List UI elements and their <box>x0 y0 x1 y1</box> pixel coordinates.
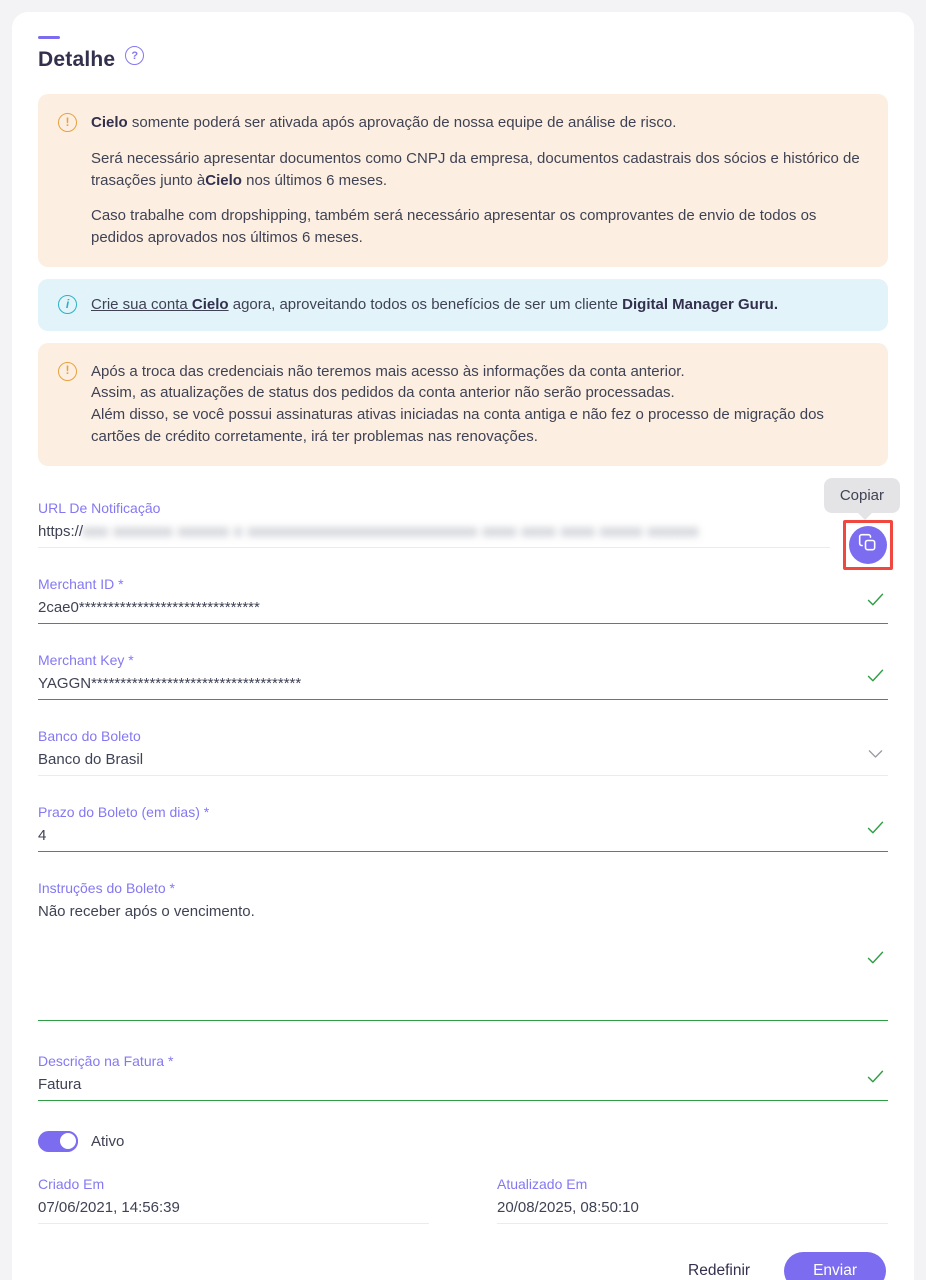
warning-icon: ! <box>58 362 77 381</box>
merchant-id-field <box>38 576 888 624</box>
credentials-line-1: Após a troca das credenciais não teremos mais acesso às informações da conta anterior. <box>91 362 685 380</box>
updated-at-field <box>497 1176 888 1224</box>
toggle-knob <box>58 1131 78 1151</box>
account-info-text <box>91 294 778 316</box>
valid-check-icon <box>865 947 886 973</box>
page-title: Detalhe <box>38 48 116 71</box>
merchant-key-input[interactable]: YAGGN************************************ <box>38 675 888 700</box>
invoice-description-field <box>38 1053 888 1101</box>
title-accent-dash <box>38 36 60 39</box>
risk-warning-alert <box>38 94 888 267</box>
copy-button[interactable] <box>849 526 887 564</box>
merchant-id-label: Merchant ID * <box>38 575 124 592</box>
form-actions <box>38 1252 888 1280</box>
create-account-link[interactable]: Crie sua conta Cielo <box>91 295 229 313</box>
boleto-bank-label: Banco do Boleto <box>38 727 141 744</box>
risk-paragraph-3: Caso trabalhe com dropshipping, também será necessário apresentar os comprovantes de envio de todos os pedidos aprovados nos últimos 6 meses. <box>91 207 817 246</box>
merchant-id-input[interactable]: 2cae0******************************* <box>38 599 888 624</box>
copy-assembly <box>839 486 893 570</box>
active-toggle[interactable] <box>38 1131 78 1152</box>
boleto-bank-field <box>38 728 888 776</box>
credentials-warning-text <box>91 361 866 448</box>
notification-url-redacted: xxx xxxxxxx xxxxxx x xxxxxxxxxxxxxxxxxxxxxxxxxxx xxxx xxxx xxxx xxxxx xxxxxx <box>83 522 700 540</box>
merchant-key-label: Merchant Key * <box>38 651 134 668</box>
help-icon[interactable]: ? <box>125 46 144 65</box>
dates-section <box>38 1176 888 1224</box>
merchant-key-field <box>38 652 888 700</box>
active-toggle-label: Ativo <box>91 1132 125 1150</box>
boleto-days-input[interactable]: 4 <box>38 827 888 852</box>
valid-check-icon <box>865 817 886 843</box>
created-at-value: 07/06/2021, 14:56:39 <box>38 1199 429 1224</box>
risk-paragraph-1: Cielo somente poderá ser ativada após aprovação de nossa equipe de análise de risco. <box>91 114 677 131</box>
boleto-days-field <box>38 804 888 852</box>
info-icon: i <box>58 295 77 314</box>
account-info-alert <box>38 279 888 331</box>
boleto-instructions-field <box>38 880 888 1021</box>
valid-check-icon <box>865 589 886 615</box>
warning-icon: ! <box>58 113 77 132</box>
boleto-instructions-label: Instruções do Boleto * <box>38 879 175 896</box>
notification-url-field <box>38 486 888 548</box>
submit-button[interactable]: Enviar <box>784 1252 886 1280</box>
credentials-warning-alert <box>38 343 888 466</box>
invoice-description-input[interactable]: Fatura <box>38 1076 888 1101</box>
boleto-instructions-textarea[interactable]: Não receber após o vencimento. <box>38 903 888 1021</box>
notification-url-input[interactable]: https://xxx xxxxxxx xxxxxx x xxxxxxxxxxxxxxxxxxxxxxxxxxx xxxx xxxx xxxx xxxxx xxxxxx <box>38 523 830 548</box>
account-info-paragraph: Crie sua conta Cielo agora, aproveitando todos os benefícios de ser um cliente Digital Manager Guru. <box>91 295 779 313</box>
active-toggle-row <box>38 1131 888 1152</box>
valid-check-icon <box>865 1066 886 1092</box>
chevron-down-icon <box>865 743 886 769</box>
boleto-bank-select[interactable]: Banco do Brasil <box>38 751 888 776</box>
invoice-description-label: Descrição na Fatura * <box>38 1052 174 1069</box>
updated-at-value: 20/08/2025, 08:50:10 <box>497 1199 888 1224</box>
detail-card <box>12 12 914 1280</box>
reset-button[interactable]: Redefinir <box>688 1261 751 1279</box>
risk-warning-text <box>91 112 866 249</box>
credentials-line-3: Além disso, se você possui assinaturas ativas iniciadas na conta antiga e não fez o processo de migração dos cartões de crédito corretamente, irá ter problemas nas renovações. <box>91 406 824 445</box>
copy-icon <box>858 533 878 556</box>
created-at-label: Criado Em <box>38 1175 105 1192</box>
risk-paragraph-2: Será necessário apresentar documentos como CNPJ da empresa, documentos cadastrais dos sócios e histórico de trasações junto àCielo nos últimos 6 meses. <box>91 149 860 189</box>
created-at-field <box>38 1176 429 1224</box>
updated-at-label: Atualizado Em <box>497 1175 588 1192</box>
copy-tooltip: Copiar <box>824 478 900 513</box>
notification-url-label: URL De Notificação <box>38 499 161 516</box>
valid-check-icon <box>865 665 886 691</box>
credentials-line-2: Assim, as atualizações de status dos pedidos da conta anterior não serão processadas. <box>91 384 675 402</box>
page-header <box>38 48 888 72</box>
boleto-days-label: Prazo do Boleto (em dias) * <box>38 803 210 820</box>
highlight-box <box>843 520 893 570</box>
